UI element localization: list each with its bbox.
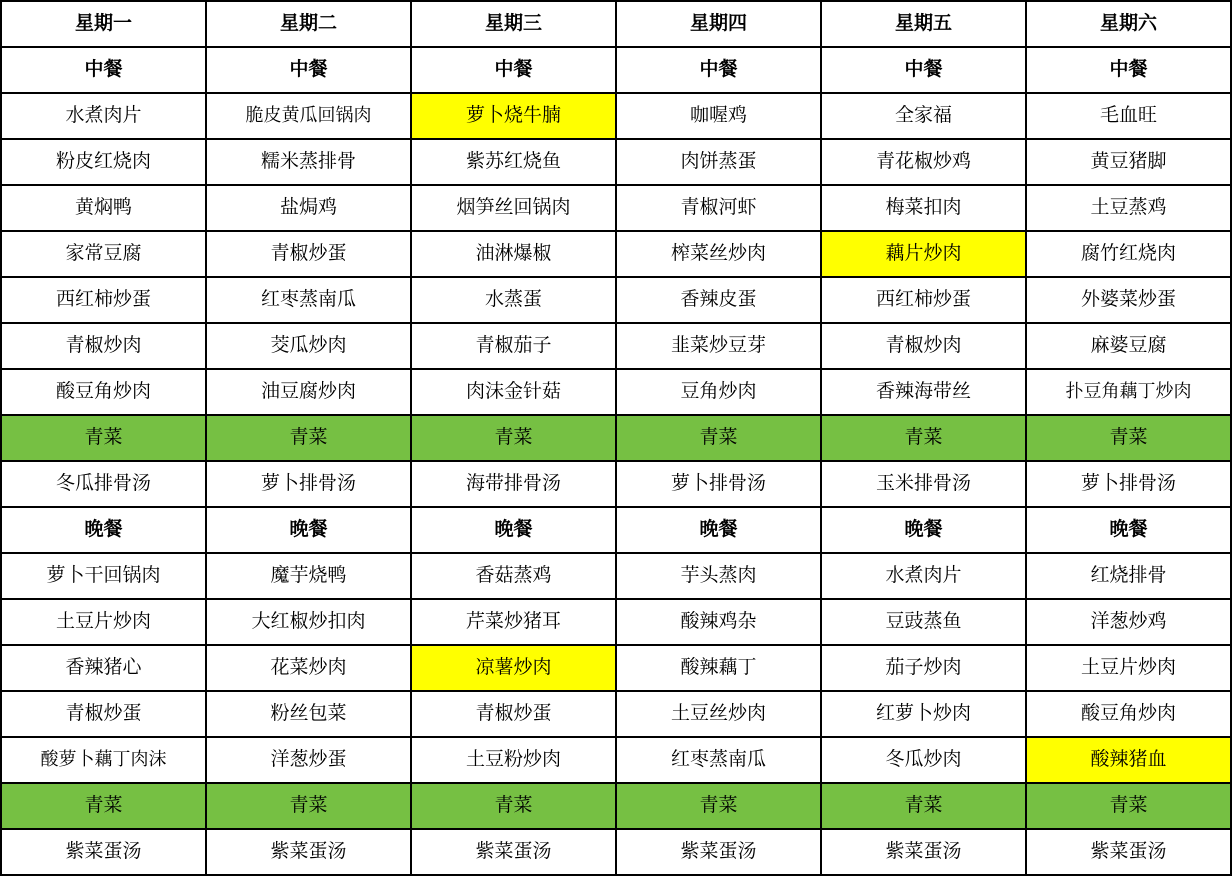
meal-section-cell: 中餐 bbox=[411, 47, 616, 93]
meal-section-cell: 晚餐 bbox=[1026, 507, 1231, 553]
meal-section-cell: 中餐 bbox=[1, 47, 206, 93]
dish-cell: 萝卜排骨汤 bbox=[1026, 461, 1231, 507]
meal-section-cell: 晚餐 bbox=[616, 507, 821, 553]
meal-section-cell: 晚餐 bbox=[411, 507, 616, 553]
highlighted-dish-cell: 萝卜烧牛腩 bbox=[411, 93, 616, 139]
greens-cell: 青菜 bbox=[411, 783, 616, 829]
meal-section-cell: 中餐 bbox=[821, 47, 1026, 93]
dish-cell: 青椒炒肉 bbox=[1, 323, 206, 369]
highlighted-dish-cell: 酸辣猪血 bbox=[1026, 737, 1231, 783]
dish-cell: 青花椒炒鸡 bbox=[821, 139, 1026, 185]
dish-cell: 萝卜排骨汤 bbox=[616, 461, 821, 507]
dish-cell: 芋头蒸肉 bbox=[616, 553, 821, 599]
day-header-cell: 星期一 bbox=[1, 1, 206, 47]
greens-cell: 青菜 bbox=[206, 415, 411, 461]
dish-cell: 香辣猪心 bbox=[1, 645, 206, 691]
dish-cell: 土豆蒸鸡 bbox=[1026, 185, 1231, 231]
greens-cell: 青菜 bbox=[1, 783, 206, 829]
table-row bbox=[1, 323, 1231, 369]
day-header-cell: 星期五 bbox=[821, 1, 1026, 47]
dish-cell: 水煮肉片 bbox=[1, 93, 206, 139]
dish-cell: 家常豆腐 bbox=[1, 231, 206, 277]
dish-cell: 腐竹红烧肉 bbox=[1026, 231, 1231, 277]
dish-cell: 豆豉蒸鱼 bbox=[821, 599, 1026, 645]
menu-table-body bbox=[1, 1, 1231, 875]
dish-cell: 油豆腐炒肉 bbox=[206, 369, 411, 415]
dish-cell: 粉皮红烧肉 bbox=[1, 139, 206, 185]
dish-cell: 西红柿炒蛋 bbox=[821, 277, 1026, 323]
day-header-cell: 星期六 bbox=[1026, 1, 1231, 47]
meal-section-cell: 晚餐 bbox=[1, 507, 206, 553]
table-row bbox=[1, 47, 1231, 93]
dish-cell: 紫苏红烧鱼 bbox=[411, 139, 616, 185]
dish-cell: 芹菜炒猪耳 bbox=[411, 599, 616, 645]
dish-cell: 麻婆豆腐 bbox=[1026, 323, 1231, 369]
day-header-cell: 星期二 bbox=[206, 1, 411, 47]
dish-cell: 粉丝包菜 bbox=[206, 691, 411, 737]
dish-cell: 盐焗鸡 bbox=[206, 185, 411, 231]
dish-cell: 海带排骨汤 bbox=[411, 461, 616, 507]
dish-cell: 大红椒炒扣肉 bbox=[206, 599, 411, 645]
meal-section-cell: 中餐 bbox=[1026, 47, 1231, 93]
dish-cell: 梅菜扣肉 bbox=[821, 185, 1026, 231]
dish-cell: 榨菜丝炒肉 bbox=[616, 231, 821, 277]
table-row bbox=[1, 369, 1231, 415]
table-row bbox=[1, 507, 1231, 553]
greens-cell: 青菜 bbox=[616, 783, 821, 829]
greens-cell: 青菜 bbox=[821, 783, 1026, 829]
table-row bbox=[1, 415, 1231, 461]
day-header-cell: 星期三 bbox=[411, 1, 616, 47]
dish-cell: 紫菜蛋汤 bbox=[1, 829, 206, 875]
dish-cell: 糯米蒸排骨 bbox=[206, 139, 411, 185]
dish-cell: 茭瓜炒肉 bbox=[206, 323, 411, 369]
dish-cell: 洋葱炒蛋 bbox=[206, 737, 411, 783]
dish-cell: 萝卜干回锅肉 bbox=[1, 553, 206, 599]
meal-section-cell: 晚餐 bbox=[821, 507, 1026, 553]
dish-cell: 红枣蒸南瓜 bbox=[206, 277, 411, 323]
dish-cell: 土豆丝炒肉 bbox=[616, 691, 821, 737]
dish-cell: 黄焖鸭 bbox=[1, 185, 206, 231]
table-row bbox=[1, 783, 1231, 829]
table-row bbox=[1, 93, 1231, 139]
dish-cell: 青椒炒蛋 bbox=[411, 691, 616, 737]
dish-cell: 青椒炒肉 bbox=[821, 323, 1026, 369]
dish-cell: 酸辣鸡杂 bbox=[616, 599, 821, 645]
greens-cell: 青菜 bbox=[411, 415, 616, 461]
dish-cell: 肉沫金针菇 bbox=[411, 369, 616, 415]
dish-cell: 毛血旺 bbox=[1026, 93, 1231, 139]
dish-cell: 油淋爆椒 bbox=[411, 231, 616, 277]
dish-cell: 酸豆角炒肉 bbox=[1, 369, 206, 415]
dish-cell: 水蒸蛋 bbox=[411, 277, 616, 323]
table-row bbox=[1, 599, 1231, 645]
table-row bbox=[1, 829, 1231, 875]
dish-cell: 扑豆角藕丁炒肉 bbox=[1026, 369, 1231, 415]
dish-cell: 紫菜蛋汤 bbox=[616, 829, 821, 875]
dish-cell: 冬瓜排骨汤 bbox=[1, 461, 206, 507]
greens-cell: 青菜 bbox=[1026, 783, 1231, 829]
dish-cell: 脆皮黄瓜回锅肉 bbox=[206, 93, 411, 139]
dish-cell: 红枣蒸南瓜 bbox=[616, 737, 821, 783]
dish-cell: 西红柿炒蛋 bbox=[1, 277, 206, 323]
table-row bbox=[1, 737, 1231, 783]
dish-cell: 魔芋烧鸭 bbox=[206, 553, 411, 599]
dish-cell: 紫菜蛋汤 bbox=[821, 829, 1026, 875]
dish-cell: 青椒炒蛋 bbox=[1, 691, 206, 737]
dish-cell: 酸辣藕丁 bbox=[616, 645, 821, 691]
dish-cell: 全家福 bbox=[821, 93, 1026, 139]
dish-cell: 土豆片炒肉 bbox=[1026, 645, 1231, 691]
dish-cell: 萝卜排骨汤 bbox=[206, 461, 411, 507]
greens-cell: 青菜 bbox=[206, 783, 411, 829]
day-header-cell: 星期四 bbox=[616, 1, 821, 47]
dish-cell: 香辣皮蛋 bbox=[616, 277, 821, 323]
dish-cell: 香辣海带丝 bbox=[821, 369, 1026, 415]
dish-cell: 香菇蒸鸡 bbox=[411, 553, 616, 599]
dish-cell: 花菜炒肉 bbox=[206, 645, 411, 691]
dish-cell: 青椒茄子 bbox=[411, 323, 616, 369]
dish-cell: 冬瓜炒肉 bbox=[821, 737, 1026, 783]
table-row bbox=[1, 553, 1231, 599]
table-row bbox=[1, 185, 1231, 231]
dish-cell: 外婆菜炒蛋 bbox=[1026, 277, 1231, 323]
highlighted-dish-cell: 藕片炒肉 bbox=[821, 231, 1026, 277]
greens-cell: 青菜 bbox=[616, 415, 821, 461]
greens-cell: 青菜 bbox=[1026, 415, 1231, 461]
dish-cell: 土豆片炒肉 bbox=[1, 599, 206, 645]
dish-cell: 青椒炒蛋 bbox=[206, 231, 411, 277]
dish-cell: 玉米排骨汤 bbox=[821, 461, 1026, 507]
greens-cell: 青菜 bbox=[821, 415, 1026, 461]
table-row bbox=[1, 1, 1231, 47]
table-row bbox=[1, 461, 1231, 507]
dish-cell: 红烧排骨 bbox=[1026, 553, 1231, 599]
dish-cell: 青椒河虾 bbox=[616, 185, 821, 231]
highlighted-dish-cell: 凉薯炒肉 bbox=[411, 645, 616, 691]
dish-cell: 紫菜蛋汤 bbox=[411, 829, 616, 875]
dish-cell: 红萝卜炒肉 bbox=[821, 691, 1026, 737]
table-row bbox=[1, 277, 1231, 323]
meal-section-cell: 中餐 bbox=[206, 47, 411, 93]
greens-cell: 青菜 bbox=[1, 415, 206, 461]
dish-cell: 茄子炒肉 bbox=[821, 645, 1026, 691]
dish-cell: 洋葱炒鸡 bbox=[1026, 599, 1231, 645]
dish-cell: 豆角炒肉 bbox=[616, 369, 821, 415]
dish-cell: 咖喔鸡 bbox=[616, 93, 821, 139]
table-row bbox=[1, 139, 1231, 185]
dish-cell: 水煮肉片 bbox=[821, 553, 1026, 599]
dish-cell: 肉饼蒸蛋 bbox=[616, 139, 821, 185]
dish-cell: 紫菜蛋汤 bbox=[1026, 829, 1231, 875]
dish-cell: 酸萝卜藕丁肉沫 bbox=[1, 737, 206, 783]
dish-cell: 土豆粉炒肉 bbox=[411, 737, 616, 783]
table-row bbox=[1, 231, 1231, 277]
dish-cell: 紫菜蛋汤 bbox=[206, 829, 411, 875]
table-row bbox=[1, 645, 1231, 691]
meal-section-cell: 中餐 bbox=[616, 47, 821, 93]
table-row bbox=[1, 691, 1231, 737]
meal-section-cell: 晚餐 bbox=[206, 507, 411, 553]
dish-cell: 烟笋丝回锅肉 bbox=[411, 185, 616, 231]
dish-cell: 黄豆猪脚 bbox=[1026, 139, 1231, 185]
dish-cell: 韭菜炒豆芽 bbox=[616, 323, 821, 369]
dish-cell: 酸豆角炒肉 bbox=[1026, 691, 1231, 737]
